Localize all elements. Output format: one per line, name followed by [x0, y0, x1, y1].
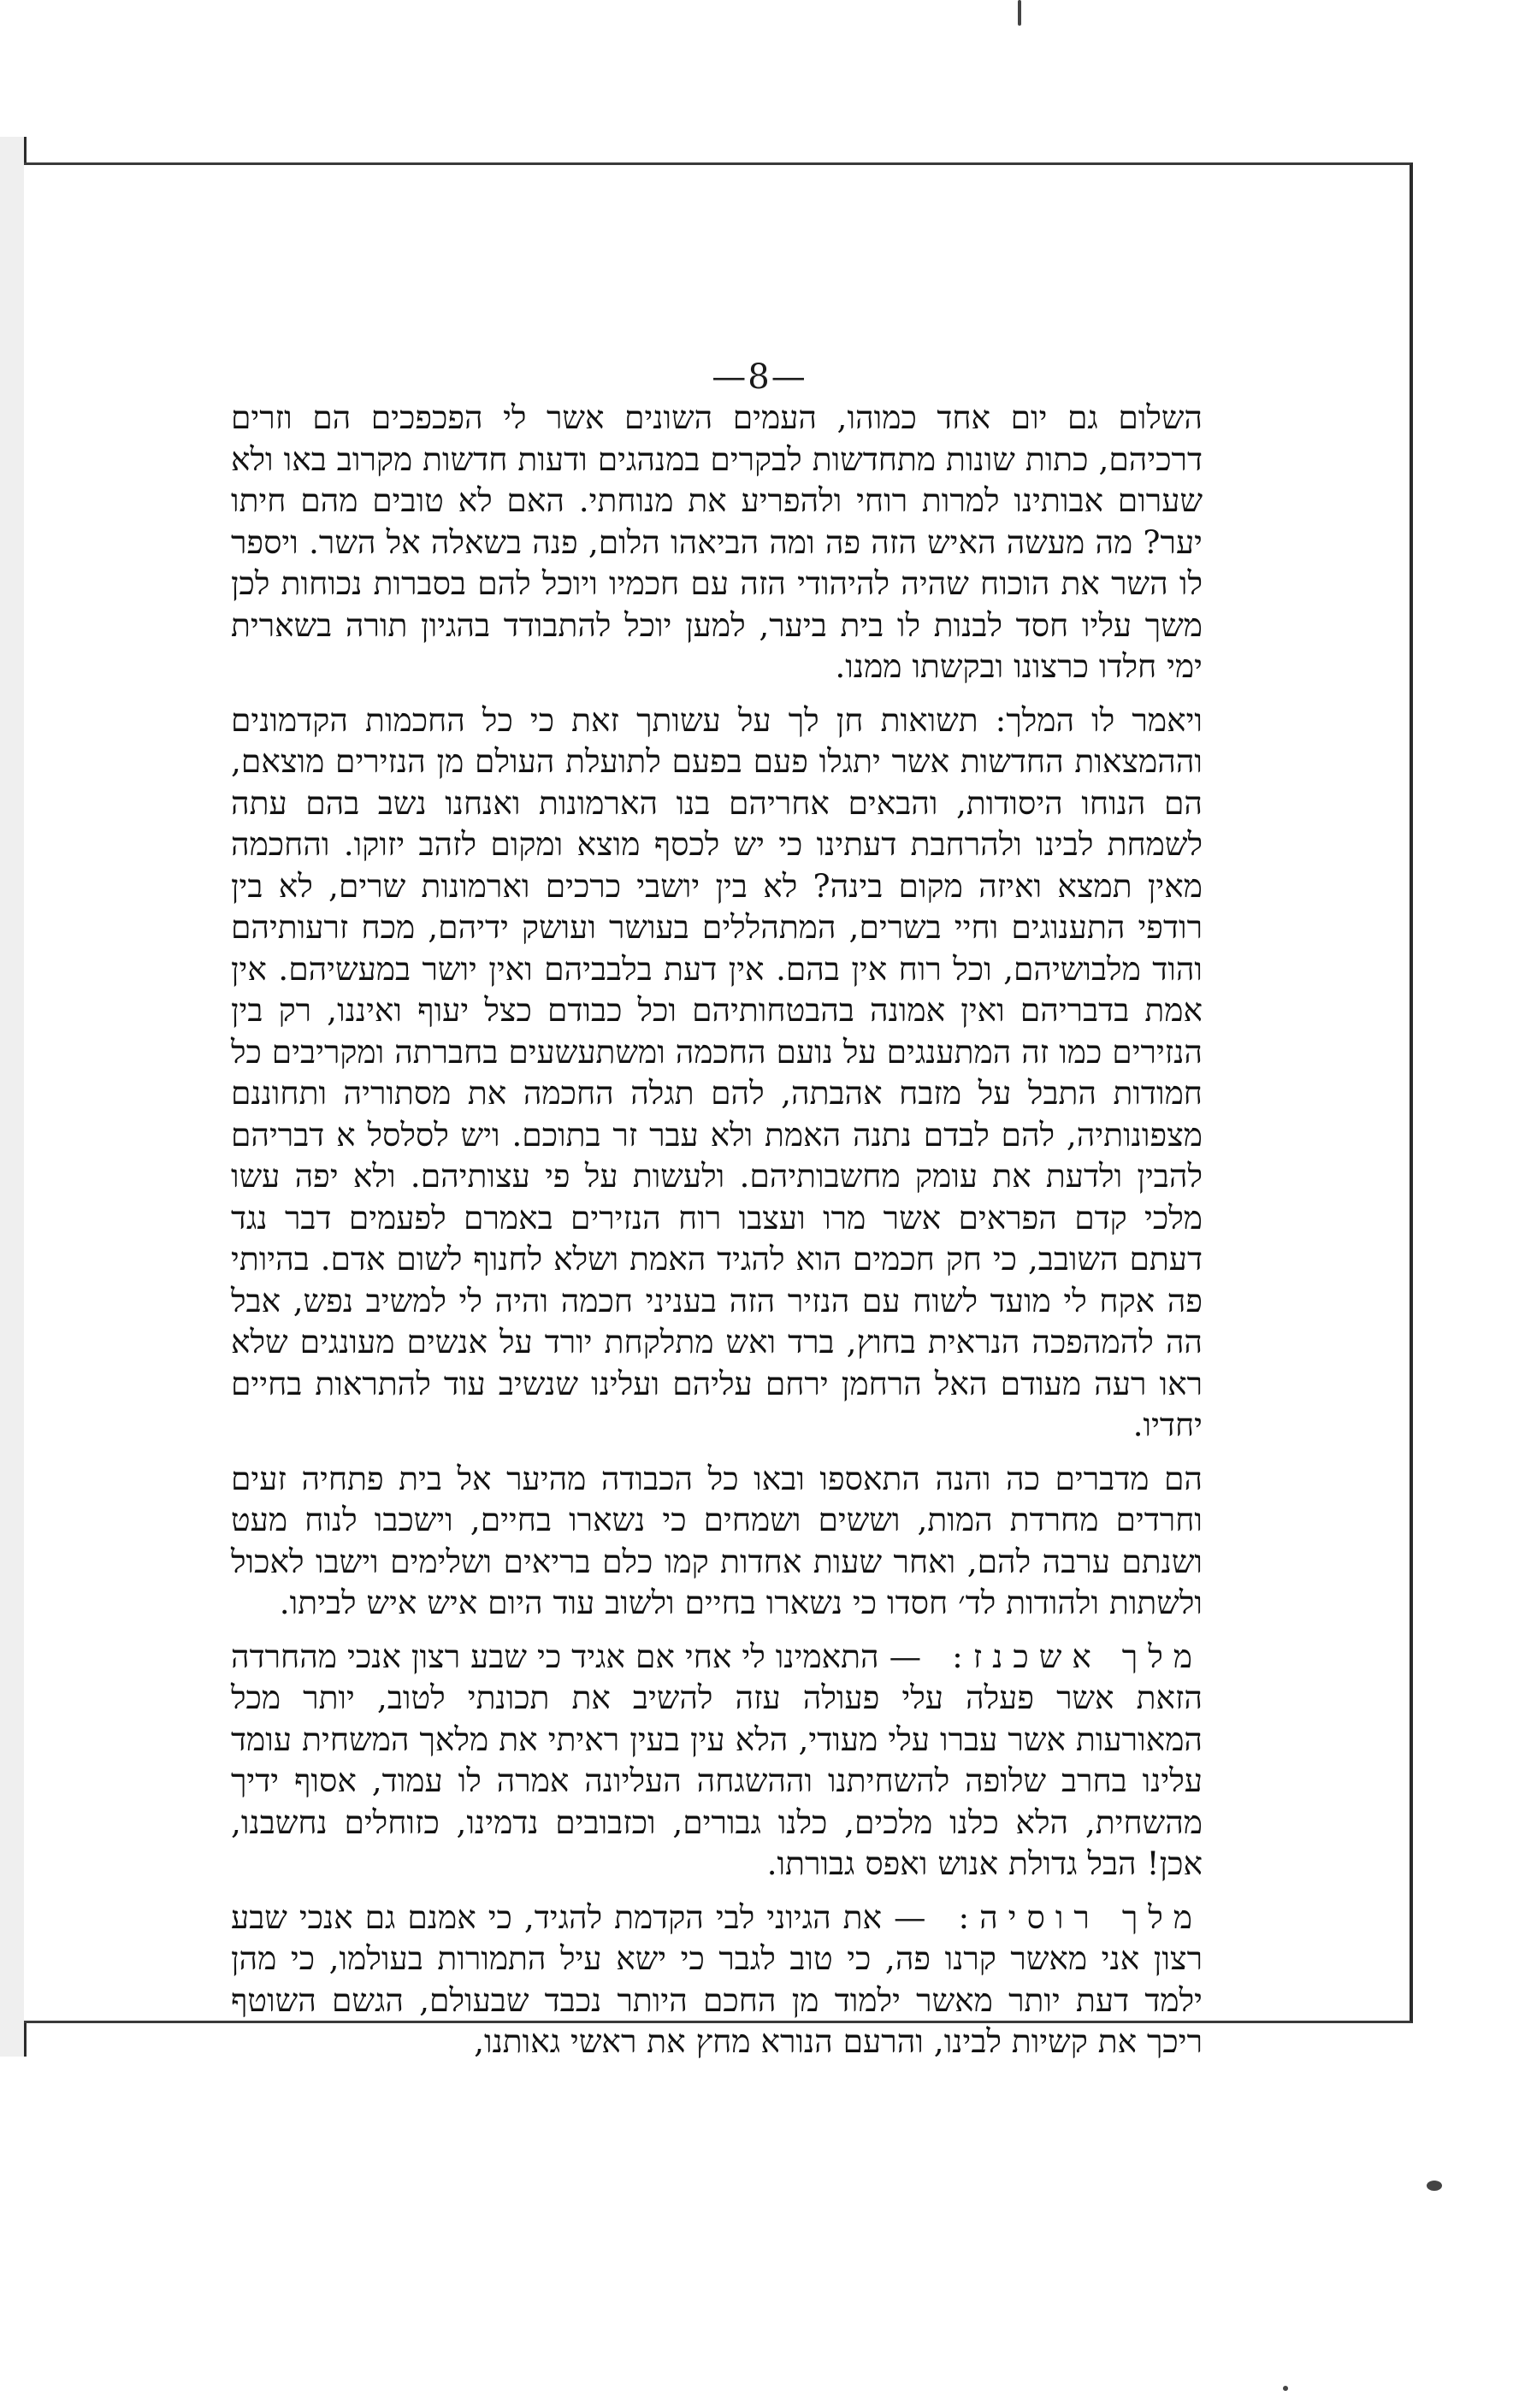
- speaker-label: מלך רוסיה: —: [893, 1897, 1203, 1936]
- scan-speck: [1427, 2181, 1442, 2191]
- paragraph-text: ויאמר לו המלך: תשואות חן לך על עשותך זאת כי כל החכמות הקדמונים וההמצאות החדשות אשר יתגלו פעם בפעם לתועלת העולם מן הנזירים מוצאם, הם הנוחו היסודות, והבאים אחריהם בנו הארמונות ואנחנו נשב בהם עתה לשמחת לבינו ולהרחבת דעתינו כי יש לכסף מוצא ומקום לזהב יזוקו. והחכמה מאין תמצא ואיזה מקום בינה? לא בין יושבי כרכים וארמונות שרים, לא בין רודפי התענוגים וחיי בשרים, המתהללים בעושר ועושק ידיהם, מכח זרעותיהם והוד מלבושיהם, וכל רוח אין בהם. אין דעת בלבביהם ואין יושר במעשיהם. אין אמת בדבריהם ואין אמונה בהבטחותיהם וכל כבודם כצל יעוף ואיננו, רק בין הנזירים כמו זה המתענגים על נועם החכמה ומשתעשעים בחברתה ומקריבים כל חמודות התבל על מזבח אהבתה, להם תגלה החכמה את מסתוריה ותחוננם מצפונותיה, להם לבדם נתנה האמת ולא עבר זר בתוכם. ויש לסלסל א דבריהם להבין ולדעת את עומק מחשבותיהם. ולעשות על פי עצותיהם. ולא יפה עשו מלכי קדם הפראים אשר מרו ועצבו רוח הנזירים באמרם לפעמים דבר נגד דעתם השובב, כי חק חכמים הוא להגיד האמת ושלא לחנוף לשום אדם. בהיותי פה אקח לי מועד לשוח עם הנזיר הזה בעניני חכמה והיה לי למשיב נפש, אבל הה להמהפכה הנראית בחוץ, ברד ואש מתלקחת יורד על אנשים מעונגים שלא ראו רעה מעודם האל הרחמן ירחם עליהם ועלינו שנשיב עוד להתראות בחיים יחדיו.: [231, 700, 1203, 1443]
- paragraph-4: [231, 1636, 1203, 1885]
- scan-speck: [1018, 0, 1021, 26]
- body-text: [231, 397, 1203, 2218]
- paragraph-1: [231, 397, 1203, 688]
- paragraph-text: השלום גם יום אחד כמוהו, העמים השונים אשר לי הפכפכים הם וזרים דרכיהם, כתות שונות מתחדשות לבקרים במנהגים ודעות חדשות מקרוב באו ולא שערום אבותינו למרות רוחי ולהפריע את מנוחתי. האם לא טובים מהם חיתו יער? מה מעשה האיש הזה פה ומה הביאהו הלום, פנה בשאלה אל השר. ויספר לו השר את הוכוח שהיה להיהודי הזה עם חכמיו ויוכל להם בסברות נכוחות לכן משך עליו חסד לבנות לו בית ביער, למען יוכל להתבודד בהגיון תורה בשארית ימי חלדו כרצונו ובקשתו ממנו.: [231, 398, 1203, 685]
- previous-page-edge: [0, 137, 27, 2057]
- page-number: —8—: [712, 357, 807, 397]
- scan-speck: [1283, 2386, 1288, 2391]
- paragraph-2: [231, 699, 1203, 1446]
- paragraph-text: את הגיוני לבי הקדמת להגיד, כי אמנם גם אנכי שבע רצון אני מאשר קרנו פה, כי טוב לגבר כי ישא עיל התמורות בעולמו, כי מהן ילמד דעת יותר מאשר ילמוד מן החכם היותר נכבד שבעולם, הגשם השוטף ריכך את קשיות לבינו, והרעם הנורא מחץ את ראשי גאותנו,: [231, 1897, 1203, 2060]
- paragraph-text: הם מדברים כה והנה התאספו ובאו כל הכבודה מהיער אל בית פתחיה זעים וחרדים מחרדת המות, וששים ושמחים כי נשארו בחיים, וישכבו לנוח מעט ושנתם ערבה להם, ואחר שעות אחדות קמו כלם בריאים ושלימים וישבו לאכול ולשתות ולהודות לד׳ חסדו כי נשארו בחיים ולשוב עוד היום איש איש לביתו.: [231, 1459, 1203, 1621]
- speaker-label: מלך אשכנז: —: [889, 1637, 1203, 1675]
- paragraph-3: [231, 1458, 1203, 1624]
- paragraph-text: התאמינו לי אחי אם אגיד כי שבע רצון אנכי מהחרדה הזאת אשר פעלה עלי פעולה עזה להשיב את תכונתי לטוב, יותר מכל המאורעות אשר עברו עלי מעודי, הלא עין בעין ראיתי את מלאך המשחית עומד עלינו בחרב שלופה להשחיתנו וההשגחה העליונה אמרה לו עמוד, אסוף ידיך מהשחית, הלא כלנו מלכים, כלנו גבורים, וכזבובים נדמינו, כזוחלים נחשבנו, אכן! הבל גדולת אנוש ואפס גבורתו.: [231, 1637, 1203, 1882]
- paragraph-5: [231, 1897, 1203, 2063]
